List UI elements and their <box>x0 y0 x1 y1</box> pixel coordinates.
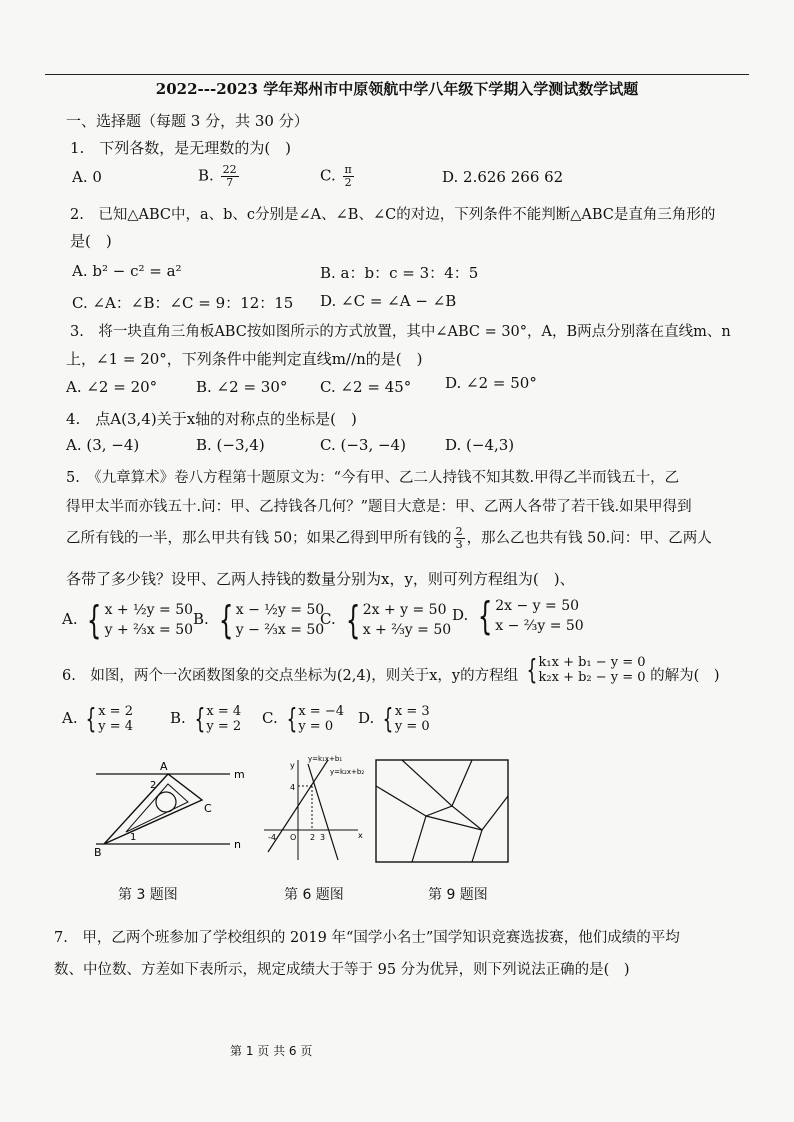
q1-option-a: A. 0 <box>72 168 102 186</box>
q5-option-a: A. { x + ½y = 50 y + ⅔x = 50 <box>62 598 194 642</box>
figure-3-caption: 第 3 题图 <box>118 887 178 903</box>
figure-6-caption: 第 6 题图 <box>284 887 344 903</box>
q2-option-d: D. ∠C = ∠A − ∠B <box>320 292 457 310</box>
figure-9-caption: 第 9 题图 <box>428 887 488 903</box>
q5-line3: 乙所有钱的一半，那么甲共有钱 50；如果乙得到甲所有钱的 $\frac{2}{3}$ ，那么乙也共有钱 50.问：甲、乙两人 <box>66 525 712 551</box>
figure-6 <box>258 752 368 864</box>
tick-2-x: 2 <box>310 833 316 842</box>
q5-option-c: C. { 2x + y = 50 x + ⅔y = 50 <box>320 598 452 642</box>
q5-option-d: D. { 2x − y = 50 x − ⅔y = 50 <box>452 594 584 638</box>
line2-label: y=k₂x+b₂ <box>330 768 365 776</box>
x-label: x <box>358 831 363 840</box>
q7-line1: 7. 甲，乙两个班参加了学校组织的 2019 年“国学小名士”国学知识竞赛选拔赛，他们成绩的平均 <box>54 930 680 946</box>
page-title: 2022---2023 学年郑州市中原领航中学八年级下学期入学测试数学试题 <box>155 80 639 98</box>
header-rule <box>45 74 749 75</box>
outer-square <box>376 760 508 862</box>
q2-option-a: A. b² − c² = a² <box>72 262 182 280</box>
triangle-inner <box>126 784 188 832</box>
q6-option-d: D. { x = 3 y = 0 <box>358 702 430 735</box>
label-angle-2: 2 <box>150 780 157 791</box>
q6-option-c: C. { x = −4 y = 0 <box>262 702 344 735</box>
q2-stem-line2: 是( ) <box>70 232 112 250</box>
label-b: B <box>94 846 102 859</box>
page-footer: 第 1 页 共 6 页 <box>230 1044 313 1058</box>
q3-option-b: B. ∠2 = 30° <box>196 378 288 396</box>
q4-option-a: A. (3, −4) <box>66 436 140 454</box>
q4-stem: 4. 点A(3,4)关于x轴的对称点的坐标是( ) <box>66 410 357 428</box>
piece-right <box>452 760 508 830</box>
q6-option-b: B. { x = 4 y = 2 <box>170 702 242 735</box>
q4-option-d: D. (−4,3) <box>445 436 515 454</box>
tick-3-x: 3 <box>320 833 326 842</box>
q6-option-a: A. { x = 2 y = 4 <box>62 702 133 735</box>
piece-left <box>376 786 426 862</box>
hole-circle <box>156 792 176 812</box>
q1-option-d: D. 2.626 266 62 <box>442 168 564 186</box>
q1-option-b: B. $\frac{22}{7}$ <box>198 163 237 189</box>
q5-line1: 5. 《九章算术》卷八方程第十题原文为：“今有甲、乙二人持钱不知其数.甲得乙半而钱五十，乙 <box>66 470 680 486</box>
origin-label: O <box>290 833 297 842</box>
q3-option-d: D. ∠2 = 50° <box>445 374 537 392</box>
label-c: C <box>204 802 212 815</box>
q3-option-c: C. ∠2 = 45° <box>320 378 412 396</box>
label-m: m <box>234 768 245 781</box>
q3-option-a: A. ∠2 = 20° <box>66 378 158 396</box>
q4-option-c: C. (−3, −4) <box>320 436 406 454</box>
q4-option-b: B. (−3,4) <box>196 436 265 454</box>
label-angle-1: 1 <box>130 832 137 843</box>
q5-option-b: B. { x − ½y = 50 y − ⅔x = 50 <box>193 598 325 642</box>
figure-9 <box>372 756 516 868</box>
q6-stem: 6. 如图，两个一次函数图象的交点坐标为(2,4)，则关于x，y的方程组 { k₁x + b₁ − y = 0 k₂x + b₂ − y = 0 的解为( ) <box>62 653 720 686</box>
tick-neg4-x: -4 <box>268 833 276 842</box>
y-label: y <box>290 761 295 770</box>
q2-stem-line1: 2. 已知△ABC中，a、b、c分别是∠A、∠B、∠C的对边，下列条件不能判断△ABC是直角三角形的 <box>70 207 716 223</box>
q1-option-c: C. $\frac{\pi}{2}$ <box>320 163 352 189</box>
q1-stem: 1. 下列各数，是无理数的为( ) <box>70 139 292 157</box>
q5-line2: 得甲太半而亦钱五十.问：甲、乙持钱各几何？”题目大意是：甲、乙两人各带了若干钱.如果甲得到 <box>66 499 692 515</box>
q7-line2: 数、中位数、方差如下表所示，规定成绩大于等于 95 分为优异，则下列说法正确的是( ) <box>54 962 630 978</box>
label-n: n <box>234 838 241 851</box>
line1-label: y=k₁x+b₁ <box>308 755 343 763</box>
q2-option-b: B. a：b：c = 3：4：5 <box>320 264 479 282</box>
piece-top <box>402 760 452 816</box>
tick-4-y: 4 <box>290 783 296 792</box>
section-heading: 一、选择题（每题 3 分，共 30 分） <box>66 112 309 130</box>
q2-option-c: C. ∠A：∠B：∠C = 9：12：15 <box>72 294 294 312</box>
q3-stem-line2: 上，∠1 = 20°，下列条件中能判定直线m//n的是( ) <box>66 350 423 368</box>
q5-line4: 各带了多少钱？设甲、乙两人持钱的数量分别为x，y，则可列方程组为( )、 <box>66 570 575 588</box>
figure-3 <box>90 760 250 860</box>
q3-stem-line1: 3. 将一块直角三角板ABC按如图所示的方式放置，其中∠ABC = 30°，A，B两点分别落在直线m、n <box>70 324 731 340</box>
label-a: A <box>160 760 168 773</box>
